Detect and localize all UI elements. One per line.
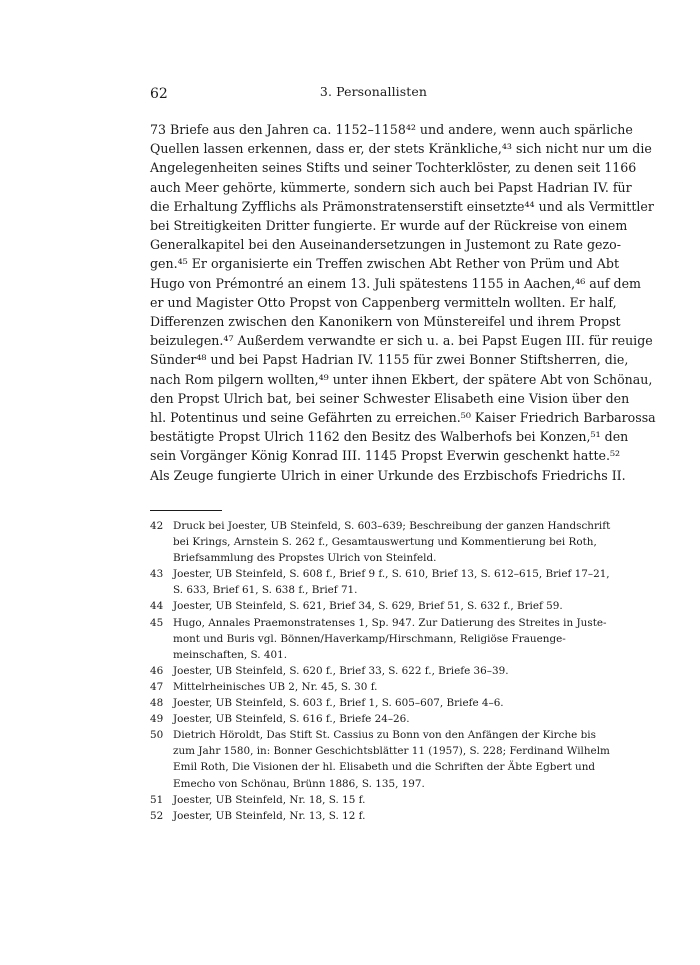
footnote-number: 45: [150, 616, 164, 629]
footnote-number: 52: [150, 809, 164, 822]
body-line: beizulegen.⁴⁷ Außerdem verwandte er sich u. a. bei Papst Eugen III. für reuige: [150, 333, 653, 349]
footnote-text: Emecho von Schönau, Brünn 1886, S. 135, 197.: [173, 777, 425, 790]
body-text: [150, 120, 656, 485]
body-line: 73 Briefe aus den Jahren ca. 1152–1158⁴² und andere, wenn auch spärliche: [150, 122, 633, 137]
footnote-text: Hugo, Annales Praemonstratenses 1, Sp. 947. Zur Datierung des Streites in Juste-: [173, 616, 607, 629]
footnote-text: Joester, UB Steinfeld, S. 603 f., Brief 1, S. 605–607, Briefe 4–6.: [173, 697, 504, 710]
footnote-50: [150, 727, 610, 791]
body-line: Angelegenheiten seines Stifts und seiner Tochterklöster, zu denen seit 1166: [150, 160, 637, 176]
footnote-number: 42: [150, 520, 164, 532]
body-line: den Propst Ulrich bat, bei seiner Schwester Elisabeth eine Vision über den: [150, 390, 630, 406]
footnote-text: Joester, UB Steinfeld, S. 616 f., Briefe 24–26.: [173, 713, 410, 726]
footnote-52: [150, 808, 597, 824]
body-line: gen.⁴⁵ Er organisierte ein Treffen zwischen Abt Rether von Prüm und Abt: [150, 256, 620, 272]
footnote-48: [150, 695, 597, 711]
footnote-42: [150, 518, 611, 566]
body-line: die Erhaltung Zyfflichs als Prämonstratenserstift einsetzte⁴⁴ und als Vermittler: [150, 198, 654, 214]
body-line: bestätigte Propst Ulrich 1162 den Besitz des Walberhofs bei Konzen,⁵¹ den: [150, 429, 629, 445]
footnote-separator: [150, 510, 222, 511]
body-line: auch Meer gehörte, kümmerte, sondern sich auch bei Papst Hadrian IV. für: [150, 179, 632, 195]
footnote-46: [150, 663, 597, 679]
footnote-number: 51: [150, 793, 164, 806]
body-line: Als Zeuge fungierte Ulrich in einer Urkunde des Erzbischofs Friedrichs II.: [150, 467, 626, 483]
body-line: nach Rom pilgern wollten,⁴⁹ unter ihnen Ekbert, der spätere Abt von Schönau,: [150, 371, 653, 387]
body-line: er und Magister Otto Propst von Cappenberg vermitteln wollten. Er half,: [150, 294, 617, 310]
footnote-44: [150, 598, 597, 614]
footnote-text: Joester, UB Steinfeld, S. 608 f., Brief 9 f., S. 610, Brief 13, S. 612–615, Brief 17–21,: [173, 568, 610, 581]
footnote-text: Joester, UB Steinfeld, Nr. 18, S. 15 f.: [173, 793, 366, 806]
body-line: hl. Potentinus und seine Gefährten zu erreichen.⁵⁰ Kaiser Friedrich Barbarossa: [150, 410, 656, 426]
footnote-number: 43: [150, 568, 164, 581]
footnote-text: S. 633, Brief 61, S. 638 f., Brief 71.: [173, 584, 358, 597]
footnote-number: 47: [150, 680, 164, 693]
footnotes: [150, 518, 611, 824]
footnote-45: [150, 615, 607, 663]
footnote-number: 49: [150, 713, 164, 726]
running-head: 3. Personallisten: [319, 84, 428, 99]
footnote-text: Joester, UB Steinfeld, S. 621, Brief 34, S. 629, Brief 51, S. 632 f., Brief 59.: [173, 600, 563, 613]
footnote-47: [150, 679, 597, 695]
footnote-text: Emil Roth, Die Visionen der hl. Elisabeth und die Schriften der Äbte Egbert und: [173, 761, 596, 774]
body-line: bei Streitigkeiten Dritter fungierte. Er wurde auf der Rückreise von einem: [150, 218, 628, 234]
footnote-text: Joester, UB Steinfeld, Nr. 13, S. 12 f.: [173, 809, 366, 822]
page-number: 62: [150, 86, 168, 102]
body-line: sein Vorgänger König Konrad III. 1145 Propst Everwin geschenkt hatte.⁵²: [150, 448, 621, 464]
footnote-text: Joester, UB Steinfeld, S. 620 f., Brief 33, S. 622 f., Briefe 36–39.: [173, 664, 509, 677]
footnote-text: meinschaften, S. 401.: [173, 648, 288, 661]
footnote-43: [150, 566, 610, 598]
footnote-49: [150, 711, 597, 727]
footnote-text: zum Jahr 1580, in: Bonner Geschichtsblätter 11 (1957), S. 228; Ferdinand Wilhelm: [173, 745, 610, 758]
body-line: Differenzen zwischen den Kanonikern von Münstereifel und ihrem Propst: [150, 314, 621, 330]
footnote-text: mont und Buris vgl. Bönnen/Haverkamp/Hirschmann, Religiöse Frauenge-: [173, 632, 566, 645]
footnote-text: Druck bei Joester, UB Steinfeld, S. 603–639; Beschreibung der ganzen Handschrift: [173, 520, 611, 532]
footnote-number: 50: [150, 729, 164, 742]
body-line: Generalkapitel bei den Auseinandersetzungen in Justemont zu Rate gezo-: [150, 237, 621, 253]
body-line: Hugo von Prémontré an einem 13. Juli spätestens 1155 in Aachen,⁴⁶ auf dem: [150, 275, 642, 291]
body-line: Sünder⁴⁸ und bei Papst Hadrian IV. 1155 für zwei Bonner Stiftsherren, die,: [150, 352, 629, 368]
footnote-number: 44: [150, 600, 164, 613]
footnote-number: 48: [150, 697, 164, 710]
footnote-number: 46: [150, 664, 164, 677]
footnote-51: [150, 792, 597, 808]
footnote-text: Briefsammlung des Propstes Ulrich von Steinfeld.: [173, 552, 437, 565]
footnote-text: Dietrich Höroldt, Das Stift St. Cassius zu Bonn von den Anfängen der Kirche bis: [173, 729, 596, 742]
footnote-text: Mittelrheinisches UB 2, Nr. 45, S. 30 f.: [173, 680, 378, 693]
body-line: Quellen lassen erkennen, dass er, der stets Kränkliche,⁴³ sich nicht nur um die: [150, 141, 652, 157]
footnote-text: bei Krings, Arnstein S. 262 f., Gesamtauswertung und Kommentierung bei Roth,: [173, 536, 597, 549]
